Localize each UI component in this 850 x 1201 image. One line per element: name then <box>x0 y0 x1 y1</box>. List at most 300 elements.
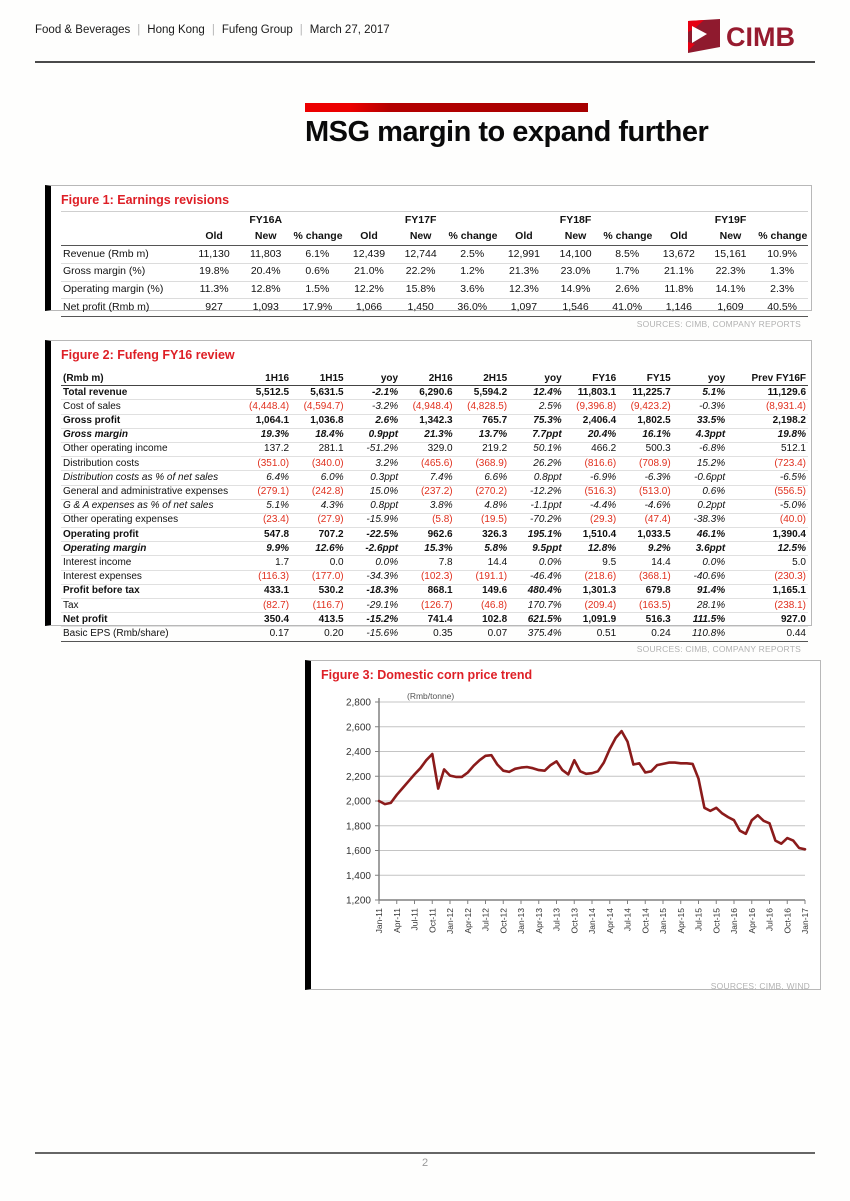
row-label: Gross profit <box>63 415 121 427</box>
header-breadcrumb <box>35 24 675 36</box>
row-label: Operating margin (%) <box>63 283 164 296</box>
table-cell: 11,803.1 <box>577 386 617 398</box>
table-cell: 15.0% <box>369 486 399 497</box>
table-cell: -2.1% <box>371 386 399 398</box>
table-row <box>61 570 808 584</box>
table-cell: 219.2 <box>482 443 508 455</box>
y-tick-label: 2,000 <box>345 796 371 808</box>
table-cell: (237.2) <box>420 486 453 497</box>
figure1-box <box>45 185 812 329</box>
column-header: % change <box>756 229 808 246</box>
table-cell: 195.1% <box>527 528 562 540</box>
table-cell: 14,100 <box>559 247 592 260</box>
table-cell: 1,510.4 <box>582 528 617 540</box>
table-cell: (47.4) <box>644 514 671 526</box>
table-cell: 149.6 <box>482 585 508 597</box>
table-cell: 8.5% <box>615 247 640 260</box>
table-cell: (4,448.4) <box>249 400 290 412</box>
table-cell: -15.6% <box>366 627 399 639</box>
x-tick-label: Jul-13 <box>551 908 562 932</box>
table-cell: -22.5% <box>366 528 399 540</box>
column-header: (Rmb m) <box>61 372 237 386</box>
separator: | <box>137 24 141 36</box>
title-accent-bar <box>305 103 588 112</box>
table-cell: 15.2% <box>696 457 726 469</box>
table-cell: 0.51 <box>596 627 617 639</box>
table-row <box>61 457 808 471</box>
y-tick-label: 2,200 <box>345 771 371 783</box>
table-cell: 14.1% <box>715 283 746 296</box>
table-cell: 1,066 <box>355 300 383 313</box>
x-tick-label: Jul-15 <box>693 908 704 932</box>
table-cell: 329.0 <box>427 443 453 455</box>
table-cell: 19.8% <box>777 429 806 441</box>
table-cell: 12.8% <box>587 542 617 554</box>
table-row <box>61 263 808 281</box>
table-cell: 15,161 <box>714 247 747 260</box>
table-cell: 5.0 <box>792 556 806 568</box>
table-cell: (8,931.4) <box>765 400 806 412</box>
table-cell: 4.3ppt <box>695 429 726 441</box>
table-cell: 0.07 <box>487 627 508 639</box>
table-cell: 46.1% <box>696 528 726 540</box>
x-tick-label: Oct-13 <box>569 908 580 934</box>
row-label: Interest income <box>63 556 132 568</box>
table-cell: -51.2% <box>366 443 399 455</box>
table-cell: (4,594.7) <box>303 400 344 412</box>
table-cell: 0.9ppt <box>368 429 399 441</box>
table-cell: -34.3% <box>366 571 399 583</box>
y-tick-label: 2,400 <box>345 747 371 758</box>
table-cell: 75.3% <box>533 415 562 427</box>
table-cell: 6.4% <box>266 471 290 483</box>
x-tick-label: Oct-14 <box>640 908 651 934</box>
column-header: yoy <box>509 372 564 386</box>
table-row <box>61 386 808 400</box>
table-cell: -4.6% <box>644 500 671 512</box>
figure2-source: SOURCES: CIMB, COMPANY REPORTS <box>636 643 801 654</box>
table-cell: -70.2% <box>529 514 562 526</box>
table-cell: (218.6) <box>584 571 617 583</box>
row-label: Distribution costs as % of net sales <box>63 471 219 483</box>
column-header: % change <box>292 229 344 246</box>
table-cell: 0.35 <box>433 627 453 639</box>
table-cell: (191.1) <box>475 571 508 583</box>
table-cell: (102.3) <box>420 571 453 583</box>
x-tick-label: Jul-11 <box>409 908 420 931</box>
figure2-box <box>45 340 812 654</box>
table-cell: 19.3% <box>260 429 290 441</box>
column-header: FY16 <box>564 372 619 386</box>
table-cell: -40.6% <box>693 571 726 583</box>
column-header: 2H16 <box>400 372 455 386</box>
table-cell: 350.4 <box>264 613 290 625</box>
row-label: Gross margin <box>63 429 129 441</box>
row-label: Net profit <box>63 613 108 625</box>
fy16-review-table <box>61 372 808 642</box>
table-cell: 1,033.5 <box>637 528 671 540</box>
table-cell: 868.1 <box>427 585 453 597</box>
x-tick-label: Oct-15 <box>711 908 722 934</box>
table-cell: 20.4% <box>587 429 617 441</box>
table-cell: 0.24 <box>651 627 671 639</box>
table-cell: 5,594.2 <box>473 386 508 398</box>
table-cell: 0.0 <box>329 556 344 568</box>
page-title: MSG margin to expand further <box>305 116 709 148</box>
table-cell: 50.1% <box>533 443 562 455</box>
x-tick-label: Jan-12 <box>445 908 455 934</box>
table-cell: 15.3% <box>424 542 453 554</box>
table-row <box>61 246 808 264</box>
table-cell: 12,439 <box>352 247 386 260</box>
table-row <box>61 513 808 527</box>
table-cell: 0.8ppt <box>533 471 562 483</box>
table-cell: 19.8% <box>199 265 229 278</box>
column-header: Prev FY16F <box>727 372 808 386</box>
table-cell: 1,146 <box>665 300 692 313</box>
column-header: FY15 <box>618 372 673 386</box>
table-cell: 480.4% <box>527 585 562 597</box>
footer-rule <box>35 1152 815 1154</box>
column-header: Old <box>343 229 395 246</box>
table-cell: 102.8 <box>482 613 508 625</box>
table-row <box>61 428 808 442</box>
table-cell: 1.5% <box>305 283 330 296</box>
corn-price-chart <box>311 684 820 981</box>
table-cell: 375.4% <box>527 627 562 639</box>
row-label: Cost of sales <box>63 400 121 412</box>
table-cell: 1,802.5 <box>637 415 671 427</box>
table-cell: 14.4 <box>487 556 508 568</box>
group-header: FY16A <box>188 212 343 229</box>
table-cell: (465.6) <box>420 457 453 469</box>
table-cell: 11,225.7 <box>632 386 671 398</box>
x-tick-label: Apr-13 <box>533 908 544 934</box>
table-cell: 516.3 <box>645 613 671 625</box>
y-tick-label: 1,200 <box>345 895 371 907</box>
table-cell: 1,609 <box>717 300 744 313</box>
table-row <box>61 442 808 456</box>
column-header: % change <box>446 229 498 246</box>
row-label: Total revenue <box>63 386 128 398</box>
table-cell: -6.5% <box>779 471 806 483</box>
row-label: Interest expenses <box>63 571 142 583</box>
table-cell: (556.5) <box>774 486 806 497</box>
table-cell: (513.0) <box>639 486 671 497</box>
table-cell: 22.3% <box>715 265 746 278</box>
table-cell: (27.9) <box>317 514 344 526</box>
x-tick-label: Jul-14 <box>622 908 633 932</box>
table-cell: 5,631.5 <box>310 386 344 398</box>
table-cell: (4,948.4) <box>412 400 453 412</box>
table-cell: 0.2ppt <box>697 500 726 512</box>
table-cell: 707.2 <box>318 528 344 540</box>
table-cell: 18.4% <box>315 429 344 441</box>
table-cell: 5.1% <box>702 386 726 398</box>
table-cell: 413.5 <box>318 613 344 625</box>
table-cell: 11,130 <box>198 247 230 260</box>
table-cell: 12.8% <box>250 283 281 296</box>
table-cell: -0.6ppt <box>694 471 726 483</box>
row-label: Distribution costs <box>63 457 140 469</box>
table-cell: 1,097 <box>510 300 538 313</box>
table-cell: 1,091.9 <box>582 613 617 625</box>
row-label: Profit before tax <box>63 585 140 597</box>
table-cell: 1.7 <box>275 556 290 568</box>
table-cell: (116.7) <box>312 599 344 611</box>
table-cell: 13.7% <box>478 429 508 441</box>
table-cell: 0.6% <box>305 265 330 278</box>
row-label: General and administrative expenses <box>63 486 229 497</box>
table-cell: 2,406.4 <box>582 415 617 427</box>
table-cell: (340.0) <box>311 457 344 469</box>
x-tick-label: Oct-16 <box>782 908 793 934</box>
table-cell: 7.7ppt <box>532 429 562 441</box>
table-cell: -6.8% <box>699 443 726 455</box>
table-cell: -29.1% <box>366 599 399 611</box>
row-label: Other operating expenses <box>63 514 179 526</box>
row-label: Operating profit <box>63 528 139 540</box>
x-tick-label: Jul-16 <box>764 908 775 932</box>
table-cell: 6.6% <box>484 471 508 483</box>
table-cell: 12.5% <box>777 542 806 554</box>
row-label: Other operating income <box>63 443 168 455</box>
table-cell: 17.9% <box>302 300 333 313</box>
table-row <box>61 281 808 299</box>
table-row <box>61 499 808 513</box>
table-cell: (368.1) <box>639 571 671 583</box>
table-cell: 1,165.1 <box>772 585 806 597</box>
table-cell: 7.8 <box>438 556 453 568</box>
table-cell: 2.6% <box>615 283 640 296</box>
row-label: Gross margin (%) <box>63 265 146 278</box>
table-cell: 137.2 <box>264 443 290 455</box>
x-tick-label: Jul-12 <box>480 908 491 932</box>
table-cell: 12,744 <box>404 247 437 260</box>
table-cell: 5.8% <box>484 542 508 554</box>
table-cell: (368.9) <box>475 457 508 469</box>
separator: | <box>211 24 215 36</box>
y-tick-label: 1,600 <box>345 846 371 857</box>
table-cell: 530.2 <box>318 585 344 597</box>
table-row <box>61 414 808 428</box>
group-header: FY18F <box>498 212 653 229</box>
table-cell: 1.7% <box>615 265 640 278</box>
table-cell: -15.2% <box>366 613 399 625</box>
cimb-logo-icon <box>684 16 812 56</box>
table-cell: (209.4) <box>584 599 617 611</box>
table-cell: 466.2 <box>591 443 617 455</box>
table-cell: 11,803 <box>250 247 282 260</box>
table-cell: (126.7) <box>420 599 453 611</box>
table-cell: 2.6% <box>375 415 399 427</box>
table-cell: (163.5) <box>639 599 671 611</box>
corn-price-chart-svg <box>317 688 815 976</box>
table-cell: (19.5) <box>481 514 508 526</box>
table-cell: 14.4 <box>651 556 671 568</box>
table-row <box>61 599 808 613</box>
table-cell: 1,301.3 <box>582 585 617 597</box>
table-cell: 33.5% <box>696 415 726 427</box>
table-cell: -4.4% <box>590 500 617 512</box>
table-cell: 1,064.1 <box>255 415 290 427</box>
table-cell: 512.1 <box>780 443 806 455</box>
separator: | <box>299 24 303 36</box>
table-cell: 110.8% <box>692 627 726 639</box>
x-tick-label: Jan-14 <box>587 908 597 934</box>
row-label: Tax <box>63 599 79 611</box>
table-cell: 1,390.4 <box>772 528 806 540</box>
table-cell: 0.0% <box>702 556 726 568</box>
table-cell: 433.1 <box>264 585 290 597</box>
table-cell: 0.0% <box>375 556 399 568</box>
table-cell: (9,423.2) <box>630 400 671 412</box>
column-header: New <box>240 229 292 246</box>
table-cell: 40.5% <box>767 300 798 313</box>
table-cell: 21.3% <box>509 265 539 278</box>
figure3-source: SOURCES: CIMB, WIND <box>710 981 810 991</box>
table-cell: (242.8) <box>311 486 344 497</box>
table-cell: 281.1 <box>318 443 344 455</box>
table-cell: 170.7% <box>527 599 562 611</box>
table-cell: (4,828.5) <box>467 400 508 412</box>
table-cell: 1.2% <box>460 265 485 278</box>
table-cell: 500.3 <box>645 443 671 455</box>
table-cell: 21.0% <box>354 265 384 278</box>
table-cell: -15.9% <box>366 514 399 526</box>
table-cell: 4.3% <box>320 500 344 512</box>
table-cell: (516.3) <box>584 486 617 497</box>
x-tick-label: Oct-12 <box>498 908 509 934</box>
table-cell: -5.0% <box>779 500 806 512</box>
table-cell: 1,450 <box>407 300 434 313</box>
table-cell: 12.4% <box>533 386 562 398</box>
table-cell: 23.0% <box>560 265 591 278</box>
table-cell: 3.2% <box>375 457 399 469</box>
table-cell: (816.6) <box>584 457 617 469</box>
table-cell: 6.1% <box>305 247 330 260</box>
table-cell: 326.3 <box>482 528 508 540</box>
table-cell: (23.4) <box>262 514 290 526</box>
y-tick-label: 2,800 <box>345 697 371 709</box>
table-cell: 962.6 <box>427 528 453 540</box>
table-cell: 9.5ppt <box>532 542 562 554</box>
table-cell: 21.1% <box>663 265 694 278</box>
x-tick-label: Jan-11 <box>374 908 384 934</box>
table-cell: 10.9% <box>767 247 798 260</box>
table-cell: 1,546 <box>562 300 589 313</box>
table-cell: -18.3% <box>366 585 399 597</box>
table-cell: (177.0) <box>311 571 344 583</box>
table-cell: 0.8ppt <box>370 500 399 512</box>
table-cell: 3.6% <box>460 283 485 296</box>
table-cell: 9.5 <box>602 556 617 568</box>
table-row <box>61 471 808 485</box>
table-cell: (230.3) <box>774 571 806 583</box>
earnings-revisions-table <box>61 211 808 317</box>
table-cell: 9.9% <box>266 542 290 554</box>
table-cell: 28.1% <box>696 599 726 611</box>
table-row <box>61 372 808 386</box>
cimb-logo <box>684 16 812 61</box>
table-cell: (279.1) <box>257 486 290 497</box>
x-tick-label: Apr-16 <box>746 908 757 934</box>
table-cell: 679.8 <box>645 585 671 597</box>
table-cell: 41.0% <box>612 300 643 313</box>
table-cell: 91.4% <box>696 585 726 597</box>
y-tick-label: 1,800 <box>345 821 371 833</box>
table-cell: 16.1% <box>642 429 671 441</box>
table-row <box>61 229 808 246</box>
table-row <box>61 212 808 229</box>
row-label: Net profit (Rmb m) <box>63 300 150 313</box>
column-header: % change <box>601 229 653 246</box>
table-cell: 1.3% <box>770 265 795 278</box>
table-cell: (46.8) <box>481 599 508 611</box>
table-cell: 741.4 <box>427 613 453 625</box>
table-cell: 111.5% <box>692 613 726 625</box>
column-header: New <box>550 229 602 246</box>
table-cell: -46.4% <box>529 571 562 583</box>
x-tick-label: Jan-13 <box>516 908 526 934</box>
row-label: Revenue (Rmb m) <box>63 247 149 260</box>
table-cell: -3.2% <box>371 400 399 412</box>
table-cell: 12,991 <box>507 247 540 260</box>
table-cell: 547.8 <box>264 528 290 540</box>
figure1-source: SOURCES: CIMB, COMPANY REPORTS <box>636 318 801 329</box>
table-cell: 21.3% <box>424 429 453 441</box>
column-header: Old <box>498 229 550 246</box>
table-cell: 36.0% <box>457 300 488 313</box>
x-tick-label: Apr-12 <box>462 908 473 934</box>
table-cell: (82.7) <box>262 599 290 611</box>
column-header: 1H16 <box>237 372 292 386</box>
unit-label: (Rmb/tonne) <box>407 691 455 701</box>
table-cell: 1,036.8 <box>310 415 344 427</box>
table-cell: 15.8% <box>405 283 436 296</box>
table-row <box>61 584 808 598</box>
table-row <box>61 299 808 317</box>
figure2-caption: Figure 2: Fufeng FY16 review <box>61 348 235 362</box>
table-cell: -12.2% <box>529 486 562 497</box>
table-cell: 927.0 <box>780 613 806 625</box>
table-cell: -38.3% <box>693 514 726 526</box>
header-company: Fufeng Group <box>221 24 293 36</box>
table-cell: (270.2) <box>475 486 508 497</box>
table-row <box>61 556 808 570</box>
table-cell: 11.8% <box>664 283 694 296</box>
table-cell: 14.9% <box>560 283 591 296</box>
table-row <box>61 542 808 556</box>
table-cell: 3.8% <box>429 500 453 512</box>
price-line <box>379 731 805 849</box>
page-number: 2 <box>421 1157 429 1169</box>
header-category: Food & Beverages <box>35 24 131 36</box>
table-cell: (351.0) <box>257 457 290 469</box>
table-cell: (5.8) <box>432 514 453 526</box>
column-header: 2H15 <box>455 372 510 386</box>
table-cell: 12.2% <box>354 283 384 296</box>
table-cell: 6,290.6 <box>419 386 453 398</box>
table-cell: (723.4) <box>774 457 806 469</box>
table-cell: 1,093 <box>252 300 279 313</box>
table-cell: (708.9) <box>639 457 671 469</box>
table-cell: 0.6% <box>702 486 726 497</box>
table-cell: 0.17 <box>269 627 290 639</box>
column-header: Old <box>188 229 240 246</box>
table-cell: 2.5% <box>460 247 485 260</box>
table-cell: -1.1ppt <box>530 500 562 512</box>
